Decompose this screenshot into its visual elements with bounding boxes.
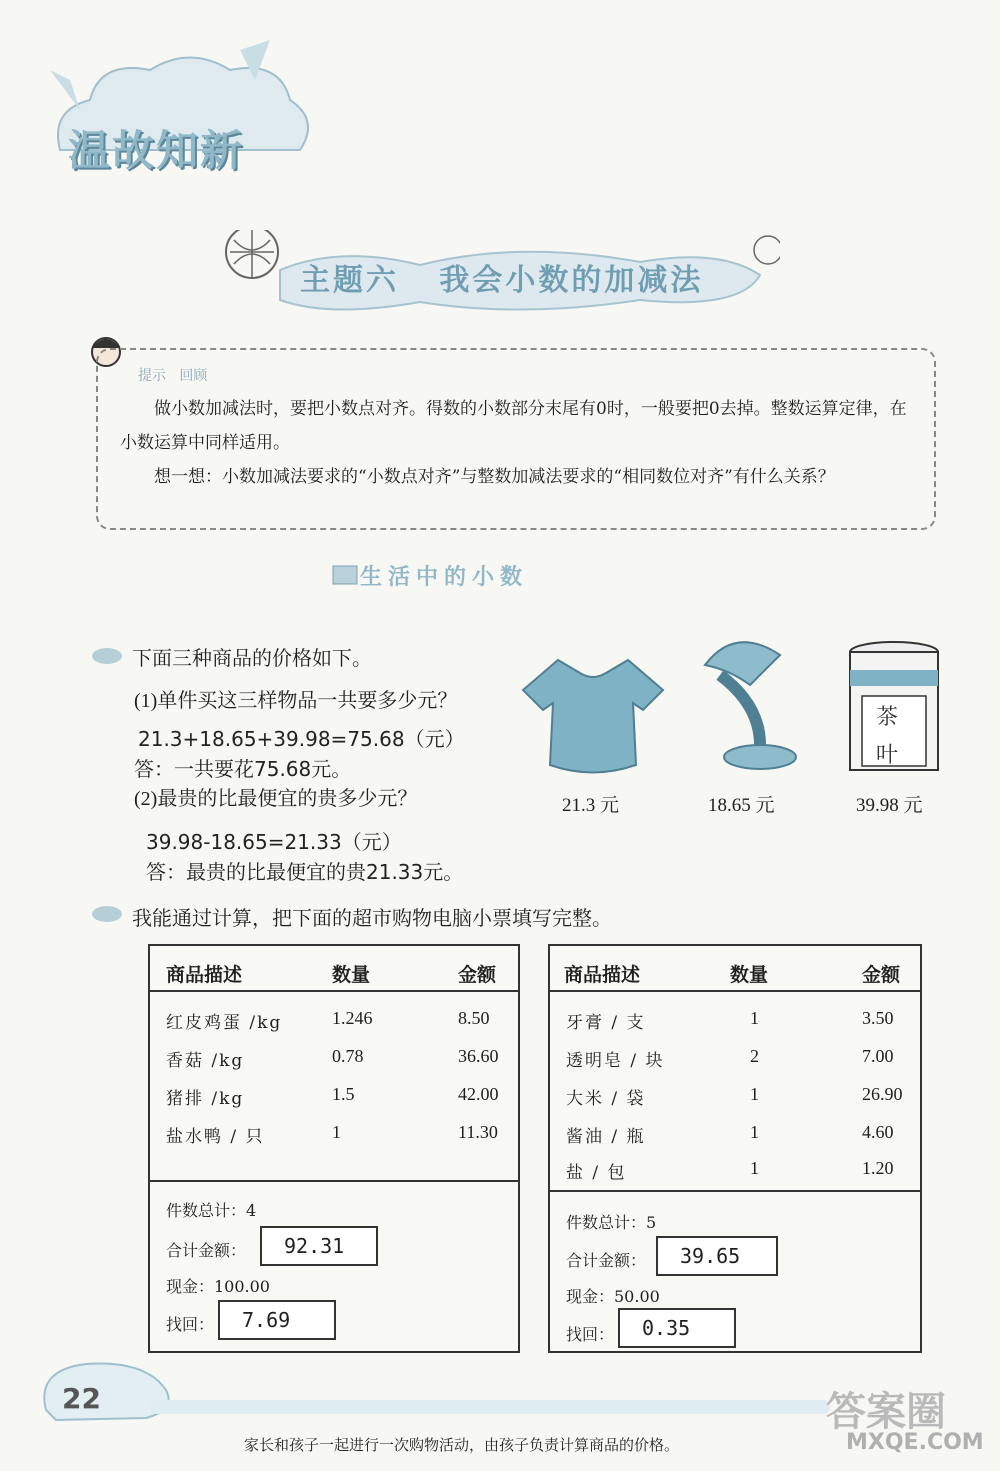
logo-title: 温故知新 xyxy=(68,126,245,175)
receipt-left xyxy=(148,944,520,1353)
question1-part2-answer: 答：最贵的比最便宜的贵21.33元。 xyxy=(146,860,464,884)
column-header: 商品描述 xyxy=(564,964,641,986)
cash-label: 现金：100.00 xyxy=(166,1277,270,1296)
item-amount: 26.90 xyxy=(862,1084,903,1104)
footer-rule xyxy=(150,1400,830,1414)
snail-decoration-icon xyxy=(36,1350,186,1430)
item-amount: 1.20 xyxy=(862,1158,894,1178)
item-name: 猪排 /kg xyxy=(166,1089,245,1109)
item-amount: 4.60 xyxy=(862,1122,894,1142)
question1-part2: (2)最贵的比最便宜的贵多少元？ xyxy=(134,788,418,810)
change-field[interactable]: 7.69 xyxy=(218,1300,336,1340)
count-total: 件数总计：5 xyxy=(566,1213,657,1232)
total-label: 合计金额： xyxy=(166,1241,247,1260)
question2-intro: 我能通过计算，把下面的超市购物电脑小票填写完整。 xyxy=(132,906,612,930)
column-header: 数量 xyxy=(730,964,769,986)
theme-title: 主题六 我会小数的加减法 xyxy=(300,263,704,298)
item-amount: 8.50 xyxy=(458,1008,490,1028)
item-name: 酱油 / 瓶 xyxy=(566,1127,646,1147)
column-header: 金额 xyxy=(458,964,497,986)
change-field[interactable]: 0.35 xyxy=(618,1308,736,1348)
item-amount: 36.60 xyxy=(458,1046,499,1066)
column-header: 金额 xyxy=(862,964,901,986)
question1-part1: (1)单件买这三样物品一共要多少元？ xyxy=(134,690,458,712)
change-label: 找回： xyxy=(566,1325,615,1344)
item-name: 盐 / 包 xyxy=(566,1163,627,1183)
clothes-image xyxy=(518,655,668,780)
item-qty: 2 xyxy=(750,1046,759,1066)
item-amount: 42.00 xyxy=(458,1084,499,1104)
column-header: 商品描述 xyxy=(166,964,243,986)
page-number: 22 xyxy=(62,1382,101,1415)
change-label: 找回： xyxy=(166,1315,215,1334)
item-amount: 3.50 xyxy=(862,1008,894,1028)
cash-label: 现金：50.00 xyxy=(566,1287,660,1306)
total-label: 合计金额： xyxy=(566,1251,647,1270)
count-total: 件数总计：4 xyxy=(166,1201,257,1220)
question1-part1-answer: 答：一共要花75.68元。 xyxy=(134,757,352,781)
item-name: 牙膏 / 支 xyxy=(566,1013,646,1033)
item-qty: 1 xyxy=(750,1158,759,1178)
item-name: 盐水鸭 / 只 xyxy=(166,1127,265,1147)
item-qty: 1 xyxy=(750,1084,759,1104)
watermark-logo: 答案圈 xyxy=(826,1389,946,1435)
watermark-url: MXQE.COM xyxy=(846,1430,984,1455)
product-price: 39.98 元 xyxy=(856,795,923,816)
receipt-divider xyxy=(150,1180,518,1182)
tip-label: 提示 回顾 xyxy=(138,368,208,384)
item-qty: 1 xyxy=(750,1122,759,1142)
item-qty: 1 xyxy=(750,1008,759,1028)
total-amount-field[interactable]: 92.31 xyxy=(260,1226,378,1266)
footer-note: 家长和孩子一起进行一次购物活动，由孩子负责计算商品的价格。 xyxy=(244,1436,680,1454)
item-amount: 7.00 xyxy=(862,1046,894,1066)
receipt-right xyxy=(548,944,922,1353)
item-name: 透明皂 / 块 xyxy=(566,1051,665,1071)
question1-intro: 下面三种商品的价格如下。 xyxy=(132,646,372,670)
product-price: 21.3 元 xyxy=(562,795,620,816)
tip-paragraph: 做小数加减法时，要把小数点对齐。得数的小数部分末尾有0时，一般要把0去掉。整数运算定律，在小数运算中同样适用。 xyxy=(120,399,907,453)
product-price: 18.65 元 xyxy=(708,795,775,816)
item-qty: 1.5 xyxy=(332,1084,355,1104)
item-qty: 0.78 xyxy=(332,1046,364,1066)
item-amount: 11.30 xyxy=(458,1122,498,1142)
tea-label-top: 茶 xyxy=(876,705,899,730)
question-bullet-icon xyxy=(92,648,122,664)
section-title: 生活中的小数 xyxy=(360,565,529,590)
item-name: 香菇 /kg xyxy=(166,1051,245,1071)
receipt-divider xyxy=(550,1190,920,1192)
item-qty: 1.246 xyxy=(332,1008,373,1028)
question1-part2-calc: 39.98-18.65=21.33（元） xyxy=(146,830,402,854)
tip-paragraph: 想一想：小数加减法要求的“小数点对齐”与整数加减法要求的“相同数位对齐”有什么关系？ xyxy=(154,467,835,487)
question1-part1-calc: 21.3+18.65+39.98=75.68（元） xyxy=(138,727,465,751)
lamp-image xyxy=(690,625,800,775)
item-qty: 1 xyxy=(332,1122,341,1142)
tea-label-bottom: 叶 xyxy=(876,743,899,768)
item-name: 红皮鸡蛋 /kg xyxy=(166,1013,283,1033)
tip-text xyxy=(120,392,910,494)
question-bullet-icon xyxy=(92,906,122,922)
item-name: 大米 / 袋 xyxy=(566,1089,646,1109)
book-icon xyxy=(330,560,360,590)
total-amount-field[interactable]: 39.65 xyxy=(656,1236,778,1276)
column-header: 数量 xyxy=(332,964,371,986)
